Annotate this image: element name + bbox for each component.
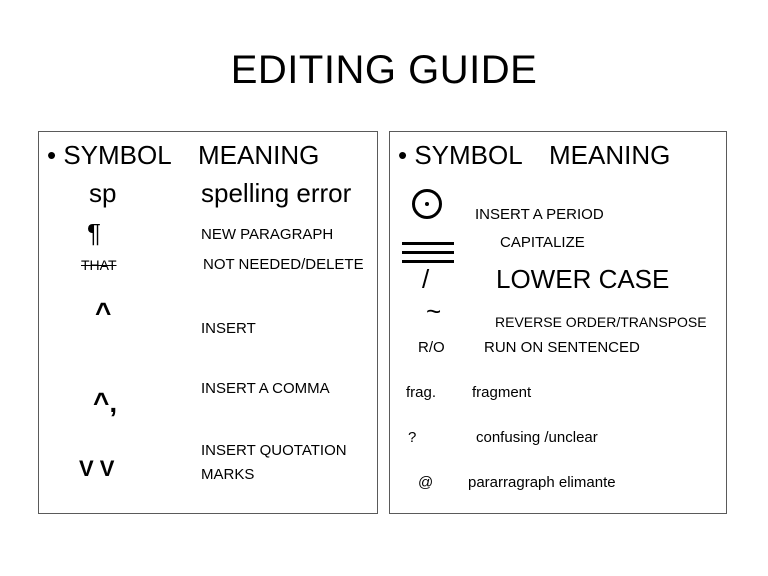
meaning-insert-period: INSERT A PERIOD — [475, 206, 604, 223]
symbol-ro: R/O — [418, 339, 445, 356]
meaning-insert: INSERT — [201, 320, 256, 337]
page-title: EDITING GUIDE — [230, 48, 538, 92]
left-header-meaning: MEANING — [197, 140, 320, 170]
meaning-spelling-error: spelling error — [201, 178, 352, 208]
bullet-dot: • — [47, 140, 57, 170]
meaning-run-on: RUN ON SENTENCED — [484, 339, 640, 356]
circled-period-icon — [412, 189, 442, 219]
symbol-question: ? — [408, 429, 417, 446]
symbol-frag: frag. — [406, 384, 437, 401]
symbol-quotation: V V — [79, 456, 115, 481]
right-header-meaning: MEANING — [548, 140, 671, 170]
right-header — [398, 140, 670, 171]
right-header-symbol: SYMBOL — [414, 140, 522, 170]
meaning-new-paragraph: NEW PARAGRAPH — [201, 226, 334, 243]
meaning-confusing: confusing /unclear — [476, 429, 598, 446]
symbol-sp: sp — [89, 178, 117, 208]
meaning-fragment: fragment — [472, 384, 532, 401]
symbol-that-strike: THAT — [81, 257, 117, 273]
symbol-pilcrow: ¶ — [87, 218, 101, 248]
bullet-dot: • — [398, 140, 408, 170]
symbol-caret: ^ — [95, 297, 112, 328]
symbol-slash: / — [422, 264, 430, 294]
symbol-at: @ — [418, 474, 434, 491]
meaning-lower-case: LOWER CASE — [496, 264, 670, 294]
meaning-pararragraph: pararragraph elimante — [468, 474, 616, 491]
meaning-insert-quotation: INSERT QUOTATION MARKS — [201, 442, 347, 483]
left-header-symbol: SYMBOL — [63, 140, 171, 170]
meaning-reverse-order: REVERSE ORDER/TRANSPOSE — [495, 314, 707, 330]
right-panel — [389, 131, 727, 514]
left-header — [47, 140, 319, 171]
meaning-not-needed: NOT NEEDED/DELETE — [203, 256, 364, 273]
symbol-caret-comma: ^, — [93, 387, 118, 418]
symbol-tilde: ~ — [426, 296, 442, 326]
left-panel — [38, 131, 378, 514]
meaning-capitalize: CAPITALIZE — [500, 234, 585, 251]
meaning-insert-comma: INSERT A COMMA — [201, 380, 330, 397]
